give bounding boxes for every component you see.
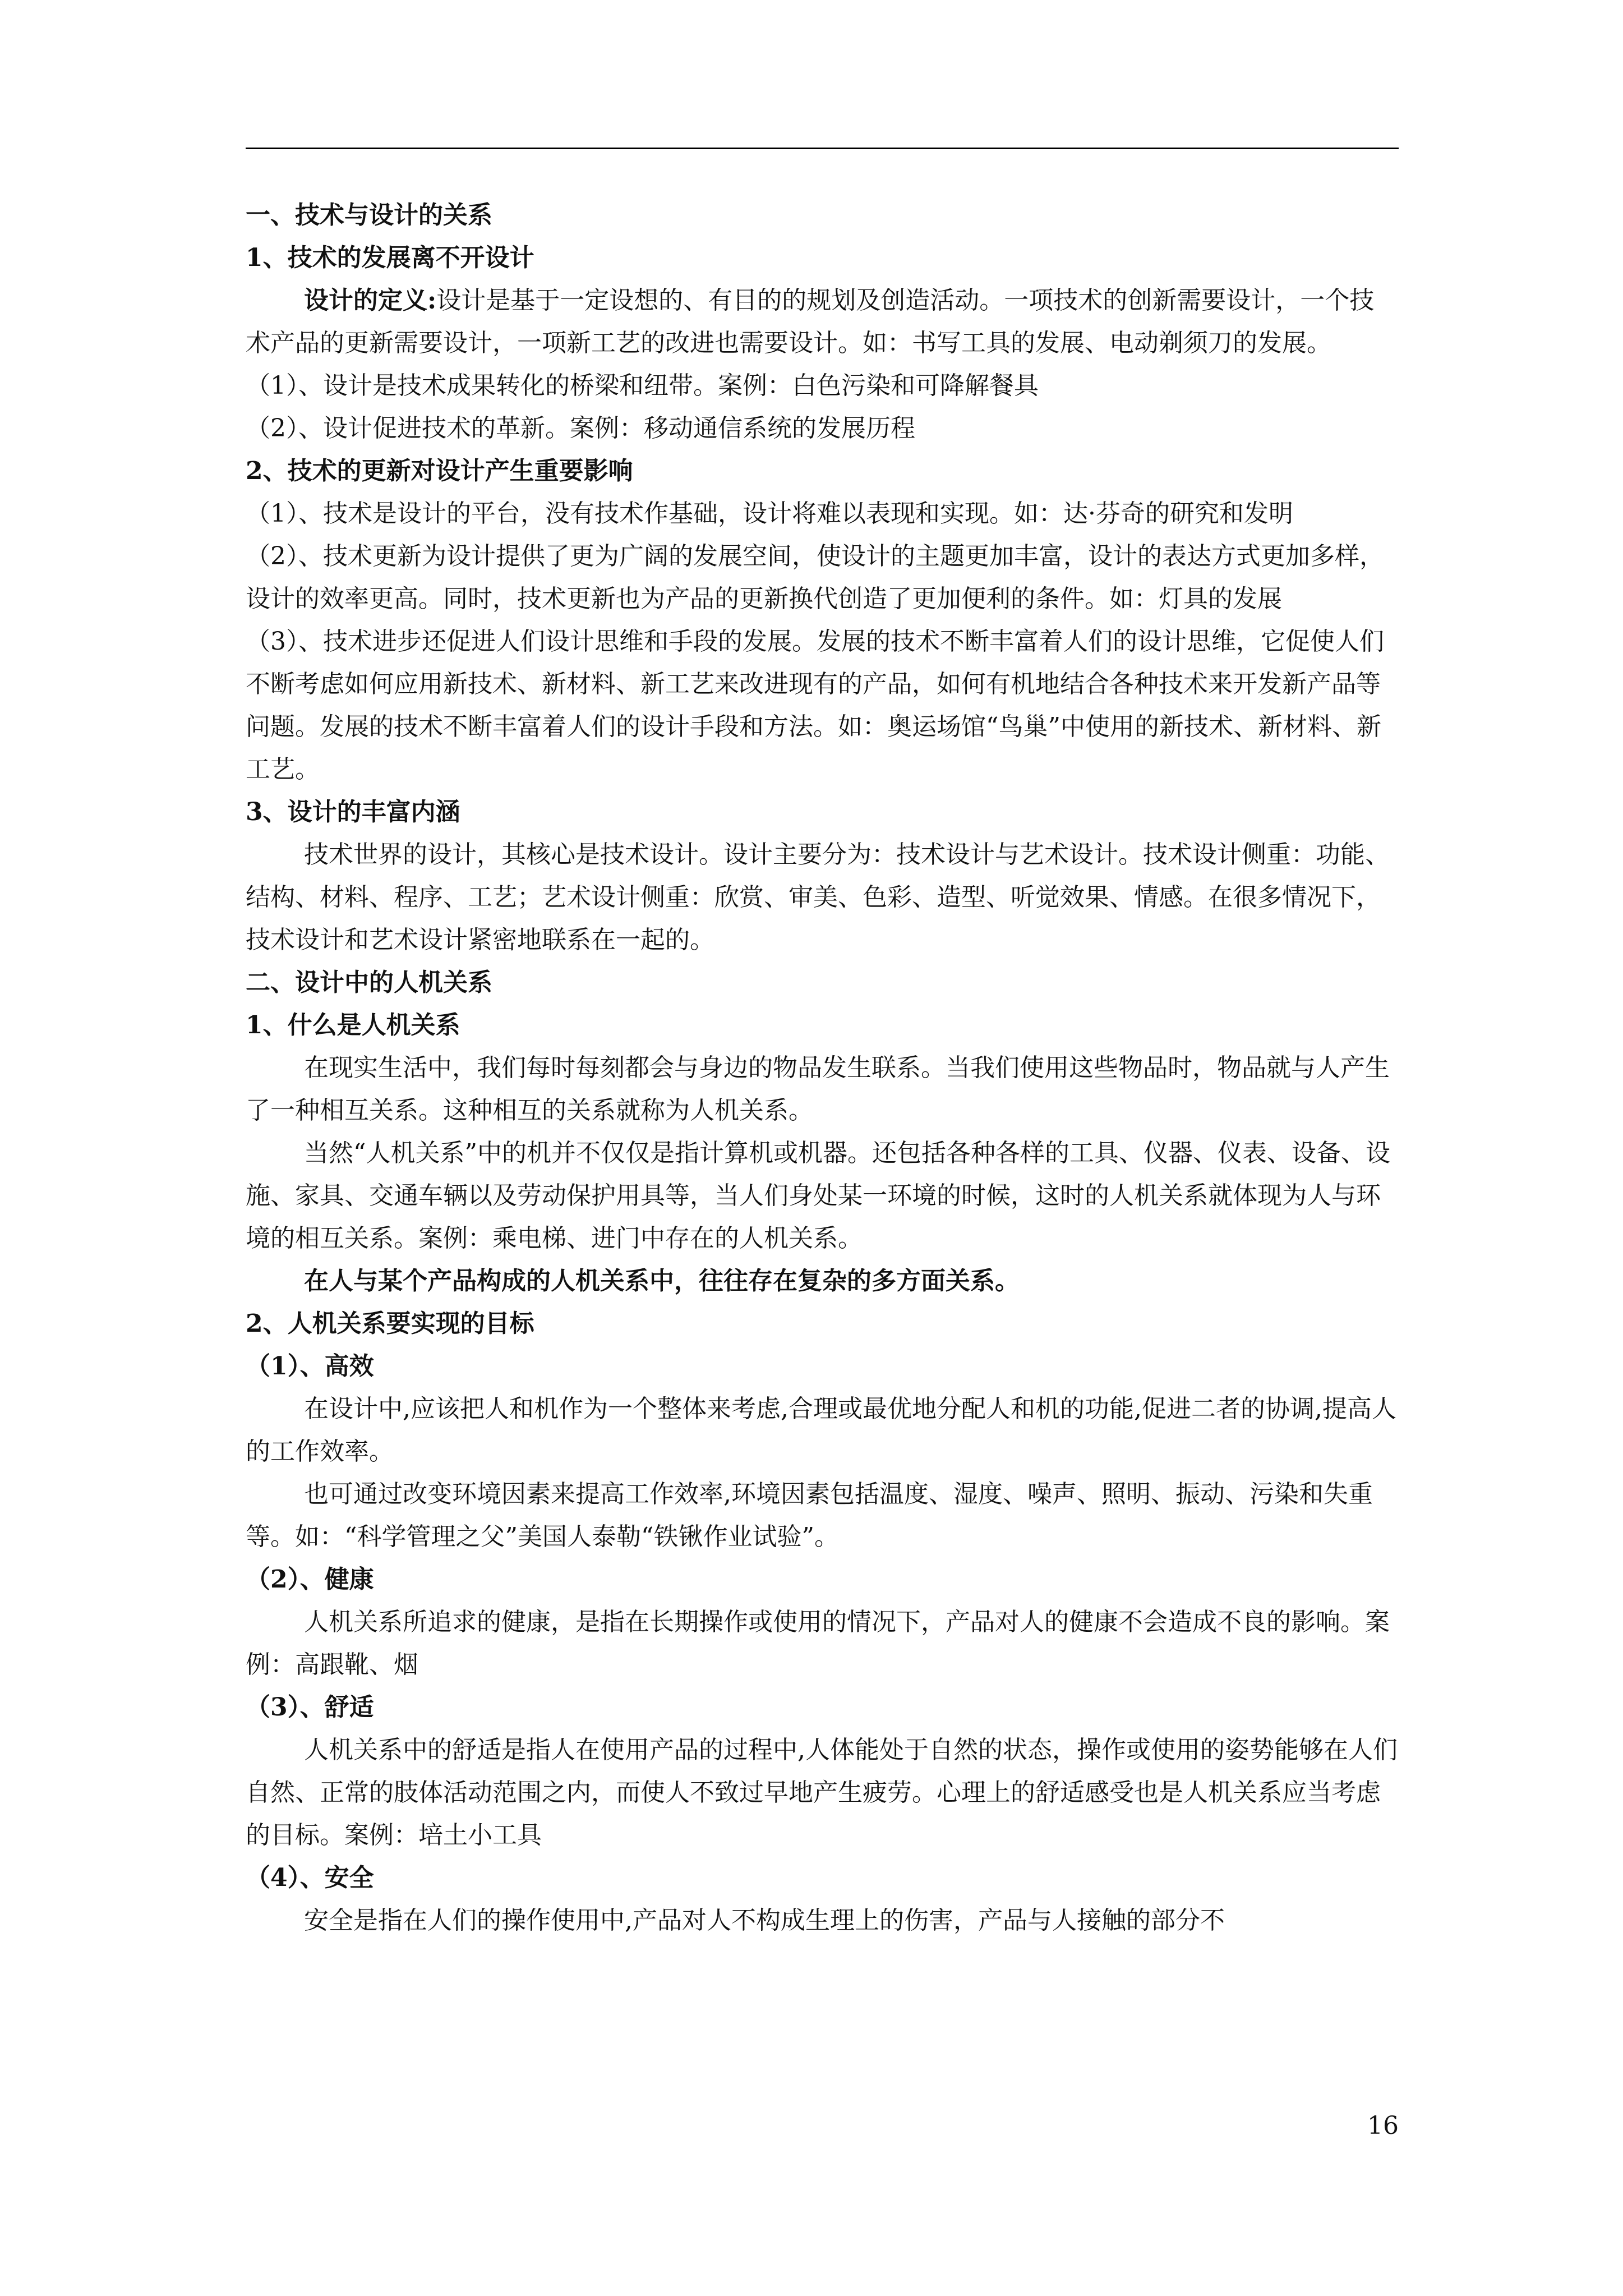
emphasis-paragraph: 在人与某个产品构成的人机关系中，往往存在复杂的多方面关系。: [304, 1267, 1020, 1295]
body-paragraph: 人机关系中的舒适是指人在使用产品的过程中,人体能处于自然的状态，操作或使用的姿势能够在人们自然、正常的肢体活动范围之内，而使人不致过早地产生疲劳。心理上的舒适感受也是人机关系应当考虑的目标。案例：培土小工具: [246, 1736, 1398, 1849]
definition-text: 设计是基于一定设想的、有目的的规划及创造活动。一项技术的创新需要设计，一个技术产品的更新需要设计，一项新工艺的改进也需要设计。如：书写工具的发展、电动剃须刀的发展。: [246, 286, 1375, 357]
definition-lead: 设计的定义:: [304, 286, 437, 315]
page-number: 16: [1367, 2111, 1399, 2140]
body-paragraph: 技术世界的设计，其核心是技术设计。设计主要分为：技术设计与艺术设计。技术设计侧重：功能、结构、材料、程序、工艺；艺术设计侧重：欣赏、审美、色彩、造型、听觉效果、情感。在很多情况下，技术设计和艺术设计紧密地联系在一起的。: [246, 840, 1390, 954]
goal-heading: （2）、健康: [246, 1565, 374, 1594]
list-item: （2）、技术更新为设计提供了更为广阔的发展空间，使设计的主题更加丰富，设计的表达方式更加多样，设计的效率更高。同时，技术更新也为产品的更新换代创造了更加便利的条件。如：灯具的发展: [246, 542, 1384, 613]
list-item: （3）、技术进步还促进人们设计思维和手段的发展。发展的技术不断丰富着人们的设计思维，它促使人们不断考虑如何应用新技术、新材料、新工艺来改进现有的产品，如何有机地结合各种技术来开发新产品等问题。发展的技术不断丰富着人们的设计手段和方法。如：奥运场馆“鸟巢”中使用的新技术、新材料、新工艺。: [246, 627, 1384, 784]
goal-heading: （3）、舒适: [246, 1693, 374, 1722]
subsection-heading: 1、技术的发展离不开设计: [246, 243, 534, 272]
section-heading: 二、设计中的人机关系: [246, 968, 492, 997]
section-heading: 一、技术与设计的关系: [246, 201, 492, 229]
goal-heading: （4）、安全: [246, 1864, 374, 1892]
list-item: （1）、技术是设计的平台，没有技术作基础，设计将难以表现和实现。如：达·芬奇的研究和发明: [246, 499, 1293, 528]
body-paragraph: 人机关系所追求的健康，是指在长期操作或使用的情况下，产品对人的健康不会造成不良的影响。案例：高跟靴、烟: [246, 1608, 1390, 1679]
subsection-heading: 1、什么是人机关系: [246, 1011, 460, 1039]
subsection-heading: 2、人机关系要实现的目标: [246, 1309, 534, 1338]
page-content: [246, 194, 1399, 1942]
list-item: （2）、设计促进技术的革新。案例：移动通信系统的发展历程: [246, 414, 915, 443]
list-item: （1）、设计是技术成果转化的桥梁和纽带。案例：白色污染和可降解餐具: [246, 371, 1039, 400]
header-rule: [246, 148, 1399, 149]
body-paragraph: 当然“人机关系”中的机并不仅仅是指计算机或机器。还包括各种各样的工具、仪器、仪表、设备、设施、家具、交通车辆以及劳动保护用具等，当人们身处某一环境的时候，这时的人机关系就体现为人与环境的相互关系。案例：乘电梯、进门中存在的人机关系。: [246, 1139, 1390, 1253]
body-paragraph: 在现实生活中，我们每时每刻都会与身边的物品发生联系。当我们使用这些物品时，物品就与人产生了一种相互关系。这种相互的关系就称为人机关系。: [246, 1053, 1390, 1125]
body-paragraph: 也可通过改变环境因素来提高工作效率,环境因素包括温度、湿度、噪声、照明、振动、污染和失重等。如：“科学管理之父”美国人泰勒“铁锹作业试验”。: [246, 1480, 1373, 1551]
body-paragraph: [246, 279, 1399, 365]
body-paragraph: 安全是指在人们的操作使用中,产品对人不构成生理上的伤害，产品与人接触的部分不: [304, 1906, 1225, 1935]
goal-heading: （1）、高效: [246, 1352, 374, 1381]
subsection-heading: 2、技术的更新对设计产生重要影响: [246, 457, 633, 485]
body-paragraph: 在设计中,应该把人和机作为一个整体来考虑,合理或最优地分配人和机的功能,促进二者的协调,提高人的工作效率。: [246, 1395, 1396, 1466]
subsection-heading: 3、设计的丰富内涵: [246, 798, 460, 826]
